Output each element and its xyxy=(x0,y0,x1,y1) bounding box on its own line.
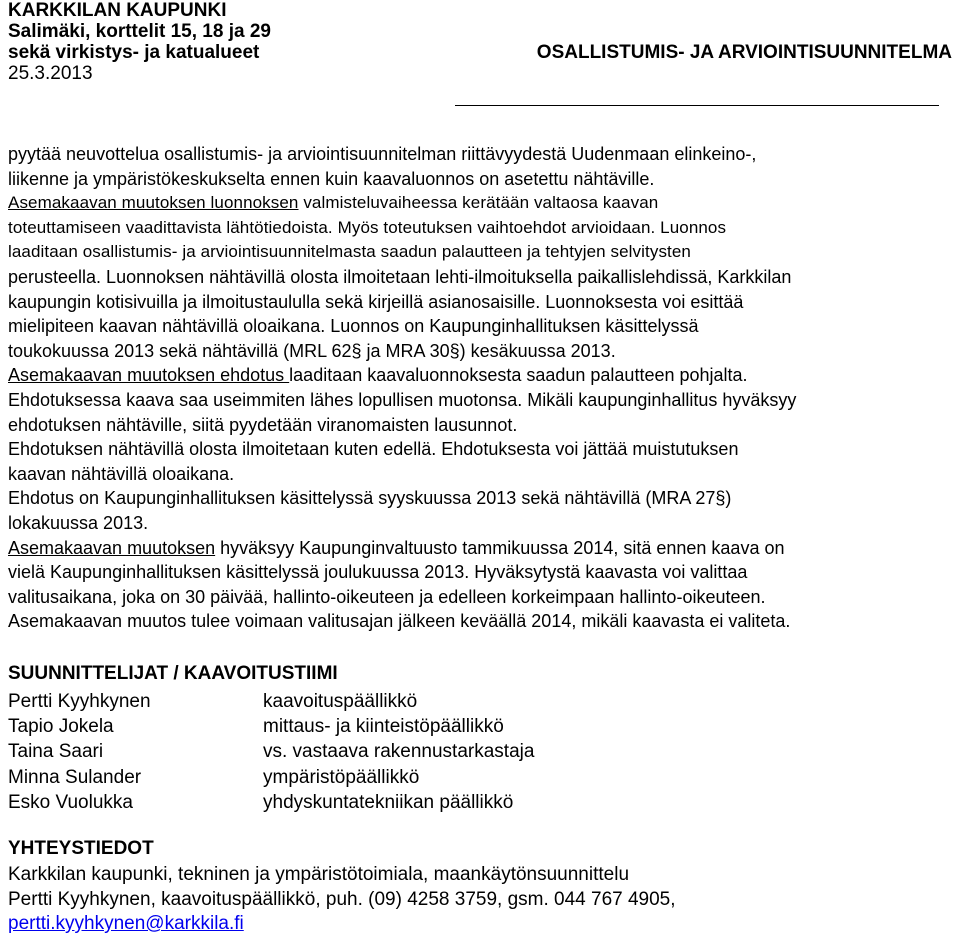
body-line: liikenne ja ympäristökeskukselta ennen kuin kaavaluonnos on asetettu nähtäville. xyxy=(8,168,655,189)
contact-organization: Karkkilan kaupunki, tekninen ja ympäristötoimiala, maankäytönsuunnittelu xyxy=(8,864,630,885)
plan-subtitle: sekä virkistys- ja katualueet xyxy=(8,42,260,63)
team-member xyxy=(8,739,708,764)
plan-name: Salimäki, korttelit 15, 18 ja 29 xyxy=(8,21,271,42)
member-name: Tapio Jokela xyxy=(8,716,114,738)
header-divider xyxy=(455,105,939,106)
member-role: mittaus- ja kiinteistöpäällikkö xyxy=(263,716,504,738)
document-title: OSALLISTUMIS- JA ARVIOINTISUUNNITELMA xyxy=(536,42,952,63)
body-line: ehdotuksen nähtäville, siitä pyydetään viranomaisten lausunnot. xyxy=(8,414,518,435)
body-line: lokakuussa 2013. xyxy=(8,512,149,533)
document-date: 25.3.2013 xyxy=(8,63,93,84)
contact-heading: YHTEYSTIEDOT xyxy=(8,838,154,859)
body-line: kaavan nähtävillä oloaikana. xyxy=(8,463,235,484)
team-list xyxy=(8,689,708,815)
body-text: hyväksyy Kaupunginvaltuusto tammikuussa 2014, sitä ennen kaava on xyxy=(215,537,785,558)
body-line: toukokuussa 2013 sekä nähtävillä (MRL 62§ ja MRA 30§) kesäkuussa 2013. xyxy=(8,340,616,361)
org-name: KARKKILAN KAUPUNKI xyxy=(8,0,227,21)
team-member xyxy=(8,790,708,815)
member-role: ympäristöpäällikkö xyxy=(263,766,420,788)
member-name: Pertti Kyyhkynen xyxy=(8,691,151,712)
body-line xyxy=(8,536,953,561)
member-role: kaavoituspäällikkö xyxy=(263,691,418,712)
member-role: yhdyskuntatekniikan päällikkö xyxy=(263,791,514,813)
body-line: toteuttamiseen vaadittavista lähtötiedoista. Myös toteutuksen vaihtoehdot arvioidaan. Luonnos xyxy=(8,217,727,237)
process-description xyxy=(8,142,953,634)
body-line xyxy=(8,363,953,388)
body-line: valitusaikana, joka on 30 päivää, hallinto-oikeuteen ja edelleen korkeimpaan hallinto-oikeuteen. xyxy=(8,586,766,607)
body-line: Ehdotuksen nähtävillä olosta ilmoitetaan kuten edellä. Ehdotuksesta voi jättää muistutuksen xyxy=(8,439,739,460)
team-member xyxy=(8,689,708,714)
body-line: mielipiteen kaavan nähtävillä oloaikana. Luonnos on Kaupunginhallituksen käsittelyssä xyxy=(8,316,699,337)
team-heading: SUUNNITTELIJAT / KAAVOITUSTIIMI xyxy=(8,663,338,684)
member-name: Minna Sulander xyxy=(8,766,142,788)
member-name: Taina Saari xyxy=(8,741,104,763)
body-line: kaupungin kotisivuilla ja ilmoitustaululla sekä kirjeillä asianosaisille. Luonnoksesta voi esittää xyxy=(8,291,744,312)
body-text: valmisteluvaiheessa kerätään valtaosa kaavan xyxy=(298,193,659,213)
document-header xyxy=(8,0,952,84)
body-text: laaditaan kaavaluonnoksesta saadun palautteen pohjalta. xyxy=(289,365,748,386)
contact-info xyxy=(8,863,676,937)
team-member xyxy=(8,714,708,739)
proposal-link-text: Asemakaavan muutoksen ehdotus xyxy=(8,365,290,386)
approval-link-text: Asemakaavan muutoksen xyxy=(8,537,216,558)
contact-person: Pertti Kyyhkynen, kaavoituspäällikkö, puh. (09) 4258 3759, gsm. 044 767 4905, xyxy=(8,888,676,910)
draft-link-text: Asemakaavan muutoksen luonnoksen xyxy=(8,193,299,213)
body-line: Asemakaavan muutos tulee voimaan valitusajan jälkeen keväällä 2014, mikäli kaavasta ei valiteta. xyxy=(8,611,791,632)
body-line: vielä Kaupunginhallituksen käsittelyssä joulukuussa 2013. Hyväksytystä kaavasta voi valittaa xyxy=(8,562,748,583)
body-line: Ehdotus on Kaupunginhallituksen käsittelyssä syyskuussa 2013 sekä nähtävillä (MRA 27§) xyxy=(8,488,732,509)
member-role: vs. vastaava rakennustarkastaja xyxy=(263,741,535,763)
body-line xyxy=(8,191,953,216)
member-name: Esko Vuolukka xyxy=(8,791,133,813)
team-member xyxy=(8,765,708,790)
body-line: laaditaan osallistumis- ja arviointisuunnitelmasta saadun palautteen ja tehtyjen selvitysten xyxy=(8,242,691,262)
body-line: perusteella. Luonnoksen nähtävillä olosta ilmoitetaan lehti-ilmoituksella paikallislehdissä, Karkkilan xyxy=(8,266,792,287)
email-link[interactable]: pertti.kyyhkynen@karkkila.fi xyxy=(8,913,244,935)
body-line: pyytää neuvottelua osallistumis- ja arviointisuunnitelman riittävyydestä Uudenmaan elinkeino-, xyxy=(8,144,757,164)
body-line: Ehdotuksessa kaava saa useimmiten lähes lopullisen muotonsa. Mikäli kaupunginhallitus hyväksyy xyxy=(8,389,797,410)
